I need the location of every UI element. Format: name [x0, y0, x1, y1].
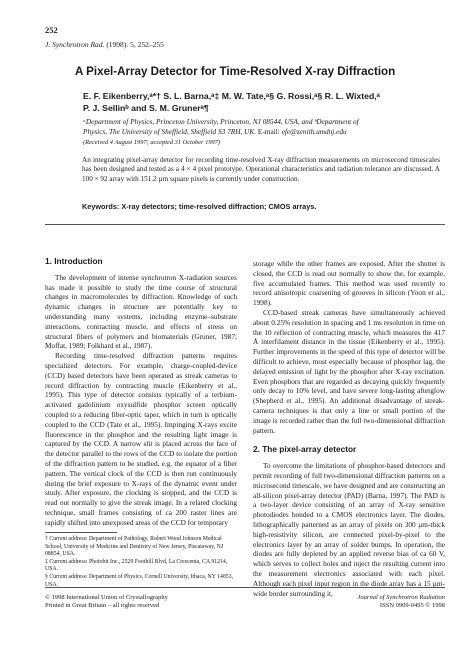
right-column [253, 259, 445, 598]
section-heading-pixel-array: 2. The pixel-array detector [253, 444, 357, 455]
authors-line-2: P. J. Sellinᵇ and S. M. Grunerᵃ¶ [83, 102, 209, 113]
rights-line: Printed in Great Britain – all rights reserved [45, 602, 160, 609]
header-divider [45, 224, 445, 225]
copyright-line: © 1998 International Union of Crystallography [45, 594, 168, 601]
article-title: A Pixel-Array Detector for Time-Resolved X-ray Diffraction [75, 65, 396, 78]
page-number: 252 [45, 25, 58, 35]
footer-divider [45, 587, 445, 588]
body-paragraph: CCD-based streak cameras have simultaneously achieved about 0.25% resolution in spacing and 1 ms resolution in time on the 10 reflection of contracting muscle, which measures the 417 Å interfilament distance in the tissue (Eikenberry et al., 1995). Further improvements in the speed of this type of detector will be difficult to achieve, most especially because of phosphor lag, the delayed emission of light by the phosphor after X-ray excitation. Even phosphors that are regarded as decaying quickly frequently only decay to 10% level, and have severe long-lasting afterglow (Shepherd et al., 1995). An additional disadvantage of streak-camera techniques is that only a line or small portion of the image is recorded rather than the full two-dimensional diffraction pattern. [253, 307, 445, 435]
journal-reference [45, 40, 164, 49]
journal-volume: 5 [130, 40, 134, 49]
abstract: An integrating pixel-array detector for recording time-resolved X-ray diffraction measurements on microsecond timescales has been designed and tested as a 4 × 4 pixel prototype. Operational characteristics and radiation tolerance are discussed. A 100 × 92 array with 151.2 µm square pixels is currently under construction. [82, 156, 440, 183]
email-address: efe@zenith.umdnj.edu [279, 127, 347, 136]
issn-line: ISSN 0909-0495 © 1998 [379, 602, 445, 609]
footnote-divider [45, 532, 117, 533]
affiliation-text: Physics, The University of Sheffield, Sheffield S3 7RH, UK. [83, 127, 257, 136]
authors-line-1: E. F. Eikenberry,ᵃ*† S. L. Barna,ᵃ‡ M. W. Tate,ᵃ§ G. Rossi,ᵃ§ R. L. Wixted,ᵃ [83, 91, 380, 101]
body-paragraph: The development of intense synchrotron X-radiation sources has made it possible to study the time course of structural changes in macromolecules by diffraction. Knowledge of such dynamic changes in structure are potentially key to understanding many systems, including enzyme–substrate interactions, contracting muscle, and effects of stress on structural fibers of polymers and biomaterials (Gruner, 1987; Moffat, 1989; Folkhard et al., 1987). [45, 272, 237, 351]
journal-name-footer: Journal of Synchrotron Radiation [357, 594, 445, 601]
journal-name: J. Synchrotron Rad. [45, 40, 105, 49]
affiliation-line-2 [83, 127, 463, 137]
footer-right [280, 594, 445, 610]
received-dates: (Received 4 August 1997; accepted 31 October 1997) [83, 139, 221, 146]
footnotes [45, 536, 237, 589]
section-heading-introduction: 1. Introduction [45, 256, 103, 266]
journal-pages: , 252–255 [133, 40, 164, 49]
body-paragraph: storage while the other frames are exposed. After the shutter is closed, the CCD is read out normally to show the, for example, five accumulated frames. This method was used recently to record anisotropic coarsening of grooves in silicon (Yoon et al., 1998). [253, 259, 445, 308]
footnote: † Current address: Department of Pathology, Robert Wood Johnson Medical School, University of Medicine and Dentistry of New Jersey, Piscataway, NJ 08854, USA. [45, 536, 224, 558]
journal-year: (1998). [106, 40, 129, 49]
footnote: § Current address: Department of Physics, Cornell University, Ithaca, NY 14853, USA. [45, 573, 234, 588]
affiliations [83, 117, 463, 137]
footer-left [45, 594, 168, 610]
keywords: Keywords: X-ray detectors; time-resolved diffraction; CMOS arrays. [82, 202, 317, 211]
body-paragraph: To overcome the limitations of phosphor-based detectors and permit recording of full two-dimensional diffraction patterns on a microsecond timescale, we have designed and are constructing an all-silicon pixel-array detector (PAD) (Barna, 1997). The PAD is a two-layer device consisting of an array of X-ray sensitive photodiodes bonded to a CMOS electronics layer. The diodes, lithographically patterned as an array of pixels on 300 µm-thick high-resistivity silicon, are connected pixel-by-pixel to the electronics layer by an array of solder bumps. In operation, the diodes are fully depleted by an applied reverse bias of ca 60 V, which serves to collect holes and inject the resulting current into the measurement electronics associated with each pixel. Although each pixel input region in the diode array has a 15 µm-wide border surrounding it, [253, 461, 445, 598]
email-label: E-mail: [256, 127, 280, 136]
left-column [45, 257, 237, 528]
body-paragraph: Recording time-resolved diffraction patterns requires specialized detectors. For example, charge-coupled-device (CCD) based detectors have been operated as streak cameras to record diffraction by contracting muscle (Eikenberry et al., 1995). This type of detector consists typically of a terbium-activated gadolinium oxysulfide phosphor screen optically coupled to a reducing fiber-optic taper, which in turn is optically coupled to the CCD (Tate et al., 1995). Impinging X-rays excite fluorescence in the phosphor and the resulting light image is captured by the CCD. A narrow slit is placed across the face of the detector parallel to the rows of the CCD to isolate the portion of the diffraction pattern to be studied, e.g. the equator of a fiber pattern. The vertical clock of the CCD is then run continuously during the brief exposure to X-rays of the dynamic event under study. After exposure, the clocking is stopped, and the CCD is read out normally to give the streak image. In a related clocking technique, small frames consisting of ca 200 raster lines are rapidly shifted into unexposed areas of the CCD for temporary [45, 351, 237, 527]
author-list [83, 91, 463, 114]
affiliation-line-1: ᵃDepartment of Physics, Princeton University, Princeton, NJ 08544, USA, and ᵇDepartment of [83, 117, 359, 126]
footnote: ‡ Current address: Photobit Inc., 2529 Foothill Blvd, La Crescenta, CA 91214, USA. [45, 558, 228, 573]
